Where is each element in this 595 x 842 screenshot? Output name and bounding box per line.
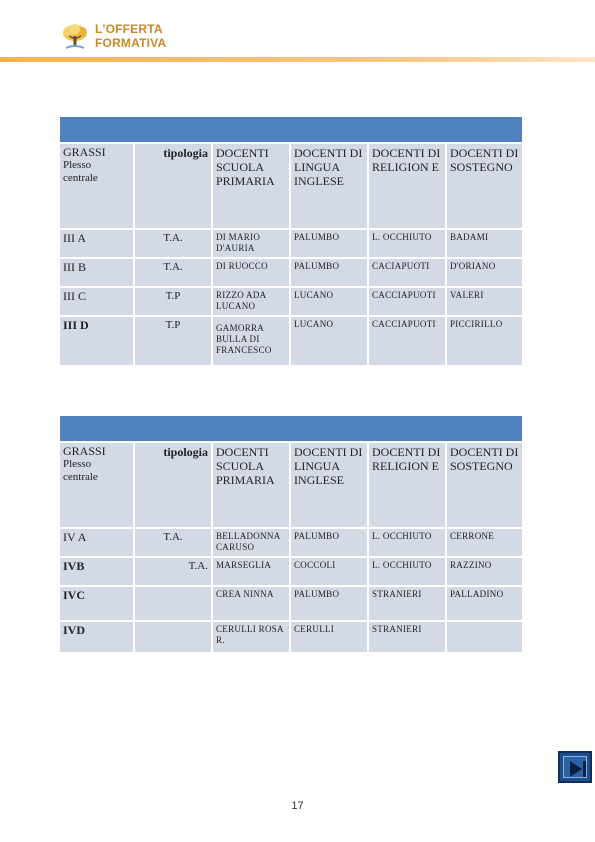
tipo-cell: T.A.: [135, 529, 211, 556]
col-sostegno-header: DOCENTI DI SOSTEGNO: [447, 144, 522, 228]
inglese-cell: PALUMBO: [291, 259, 367, 286]
col-religione-header: DOCENTI DI RELIGION E: [369, 144, 445, 228]
table-header-row: [60, 443, 522, 527]
plesso-sub-2: centrale: [63, 172, 98, 184]
table-row: [60, 259, 522, 286]
religione-cell: L. OCCHIUTO: [369, 230, 445, 257]
inglese-cell: LUCANO: [291, 288, 367, 315]
page-number: 17: [291, 800, 304, 812]
primaria-cell: BELLADONNA CARUSO: [213, 529, 289, 556]
table-title-bar: [60, 117, 522, 142]
sostegno-cell: VALERI: [447, 288, 522, 315]
col-inglese-header: DOCENTI DI LINGUA INGLESE: [291, 443, 367, 527]
col-religione-header: DOCENTI DI RELIGION E: [369, 443, 445, 527]
next-page-button[interactable]: [558, 751, 592, 783]
sostegno-cell: D'ORIANO: [447, 259, 522, 286]
table-row: [60, 622, 522, 652]
religione-cell: CACIAPUOTI: [369, 259, 445, 286]
plesso-name: GRASSI: [63, 145, 106, 159]
primaria-cell: CREA NINNA: [213, 587, 289, 620]
religione-cell: L. OCCHIUTO: [369, 529, 445, 556]
plesso-cell: [60, 443, 133, 527]
tipologia-header: tipologia: [135, 443, 211, 527]
inglese-cell: PALUMBO: [291, 230, 367, 257]
table-row: [60, 317, 522, 365]
classe-cell: III B: [60, 259, 133, 286]
sostegno-cell: [447, 622, 522, 652]
table-title-bar: [60, 416, 522, 441]
inglese-cell: COCCOLI: [291, 558, 367, 585]
religione-cell: STRANIERI: [369, 622, 445, 652]
header-divider: [0, 57, 595, 62]
classe-cell: III D: [60, 317, 133, 365]
plesso-name: GRASSI: [63, 444, 106, 458]
sostegno-cell: PICCIRILLO: [447, 317, 522, 365]
teachers-table-third-grade: [58, 115, 524, 367]
religione-cell: CACCIAPUOTI: [369, 317, 445, 365]
tipo-cell: T.P: [135, 317, 211, 365]
table-row: [60, 558, 522, 585]
primaria-cell: DI MARIO D'AURIA: [213, 230, 289, 257]
primaria-cell: GAMORRA BULLA DI FRANCESCO: [213, 317, 289, 365]
brand-line-2: FORMATIVA: [95, 36, 167, 50]
next-button-face[interactable]: [563, 756, 587, 778]
col-inglese-header: DOCENTI DI LINGUA INGLESE: [291, 144, 367, 228]
classe-cell: IVB: [60, 558, 133, 585]
tipo-cell: [135, 587, 211, 620]
col-sostegno-header: DOCENTI DI SOSTEGNO: [447, 443, 522, 527]
sostegno-cell: CERRONE: [447, 529, 522, 556]
tipo-cell: T.A.: [135, 259, 211, 286]
classe-cell: IV A: [60, 529, 133, 556]
sostegno-cell: PALLADINO: [447, 587, 522, 620]
classe-cell: III C: [60, 288, 133, 315]
next-arrow-icon: [565, 758, 589, 780]
table-row: [60, 529, 522, 556]
plesso-sub-1: Plesso: [63, 458, 92, 470]
religione-cell: L. OCCHIUTO: [369, 558, 445, 585]
plesso-sub-2: centrale: [63, 471, 98, 483]
sostegno-cell: RAZZINO: [447, 558, 522, 585]
plesso-cell: [60, 144, 133, 228]
tipologia-header: tipologia: [135, 144, 211, 228]
inglese-cell: PALUMBO: [291, 587, 367, 620]
religione-cell: STRANIERI: [369, 587, 445, 620]
tipo-cell: T.A.: [135, 230, 211, 257]
inglese-cell: CERULLI: [291, 622, 367, 652]
col-primaria-header: DOCENTI SCUOLA PRIMARIA: [213, 144, 289, 228]
sostegno-cell: BADAMI: [447, 230, 522, 257]
col-primaria-header: DOCENTI SCUOLA PRIMARIA: [213, 443, 289, 527]
classe-cell: IVD: [60, 622, 133, 652]
inglese-cell: PALUMBO: [291, 529, 367, 556]
tipo-cell: T.A.: [135, 558, 211, 585]
table-header-row: [60, 144, 522, 228]
religione-cell: CACCIAPUOTI: [369, 288, 445, 315]
primaria-cell: RIZZO ADA LUCANO: [213, 288, 289, 315]
tipo-cell: [135, 622, 211, 652]
plesso-sub-1: Plesso: [63, 159, 92, 171]
teachers-table-fourth-grade: [58, 414, 524, 654]
brand-title: [95, 22, 166, 50]
table-row: [60, 230, 522, 257]
classe-cell: III A: [60, 230, 133, 257]
primaria-cell: CERULLI ROSA R.: [213, 622, 289, 652]
table-row: [60, 587, 522, 620]
primaria-cell: MARSEGLIA: [213, 558, 289, 585]
brand-line-1: L'OFFERTA: [95, 22, 163, 36]
tipo-cell: T.P: [135, 288, 211, 315]
primaria-cell: DI RUOCCO: [213, 259, 289, 286]
inglese-cell: LUCANO: [291, 317, 367, 365]
tree-logo-icon: [60, 24, 90, 50]
classe-cell: IVC: [60, 587, 133, 620]
table-row: [60, 288, 522, 315]
page-header: [0, 0, 595, 70]
